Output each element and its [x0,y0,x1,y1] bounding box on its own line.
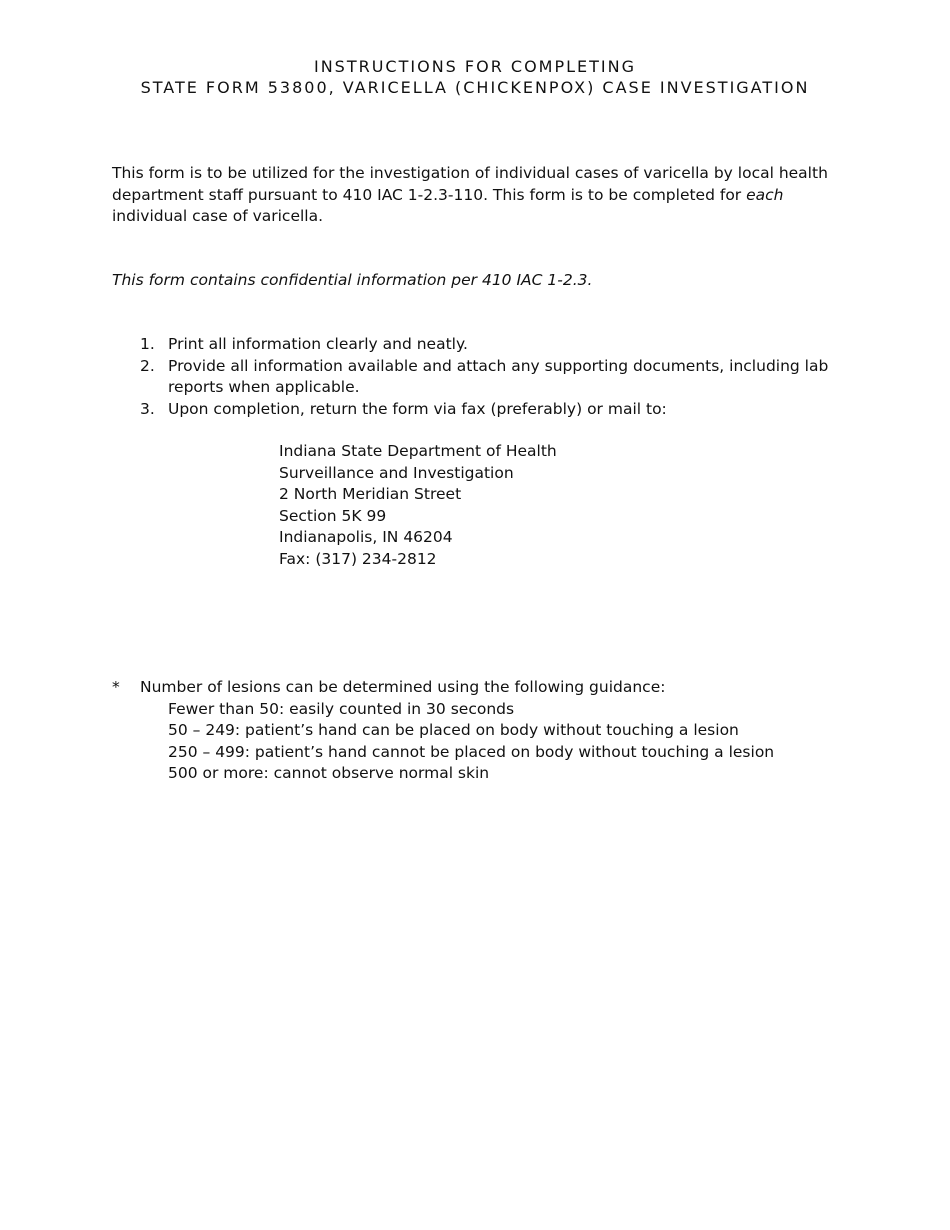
list-item [112,399,832,421]
list-item [112,356,832,399]
address-city: Indianapolis, IN 46204 [279,528,453,546]
list-item-number: 3. [140,399,155,418]
address-org: Indiana State Department of Health [279,442,557,460]
guidance-item: 250 – 499: patient’s hand cannot be placed on body without touching a lesion [168,742,775,761]
address-fax: Fax: (317) 234-2812 [279,549,437,568]
list-item-text: Upon completion, return the form via fax (preferably) or mail to: [168,399,667,418]
address-division: Surveillance and Investigation [279,463,514,482]
list-item-text: Provide all information available and attach any supporting documents, including lab [168,356,829,375]
address-street: 2 North Meridian Street [279,485,462,503]
confidential-notice: This form contains confidential information per 410 IAC 1-2.3. [112,271,593,289]
mailing-address [279,441,557,570]
list-item-number: 2. [140,356,155,375]
intro-line-3: individual case of varicella. [112,207,324,225]
guidance-item: 50 – 249: patient’s hand can be placed on body without touching a lesion [168,721,739,739]
intro-emphasis: each [746,185,784,204]
lesion-guidance-list [168,699,774,785]
intro-line-2-text: department staff pursuant to 410 IAC 1-2.3-110. This form is to be completed for [112,185,747,204]
guidance-item: 500 or more: cannot observe normal skin [168,764,490,782]
list-item-number: 1. [140,335,155,353]
list-item-text: Print all information clearly and neatly. [168,335,468,353]
page-title-line-1: INSTRUCTIONS FOR COMPLETING [313,57,636,76]
address-section: Section 5K 99 [279,506,387,525]
lesion-guidance-heading: Number of lesions can be determined using the following guidance: [140,678,666,696]
asterisk-marker: * [112,678,120,696]
intro-line-1: This form is to be utilized for the investigation of individual cases of varicella by local health [112,164,828,182]
intro-paragraph [112,163,832,228]
intro-line-2 [112,185,832,207]
list-item [112,334,832,356]
list-item-text: reports when applicable. [168,378,360,396]
guidance-item: Fewer than 50: easily counted in 30 seconds [168,699,515,718]
page-title-line-2: STATE FORM 53800, VARICELLA (CHICKENPOX) CASE INVESTIGATION [140,78,810,97]
instruction-list [112,334,832,420]
